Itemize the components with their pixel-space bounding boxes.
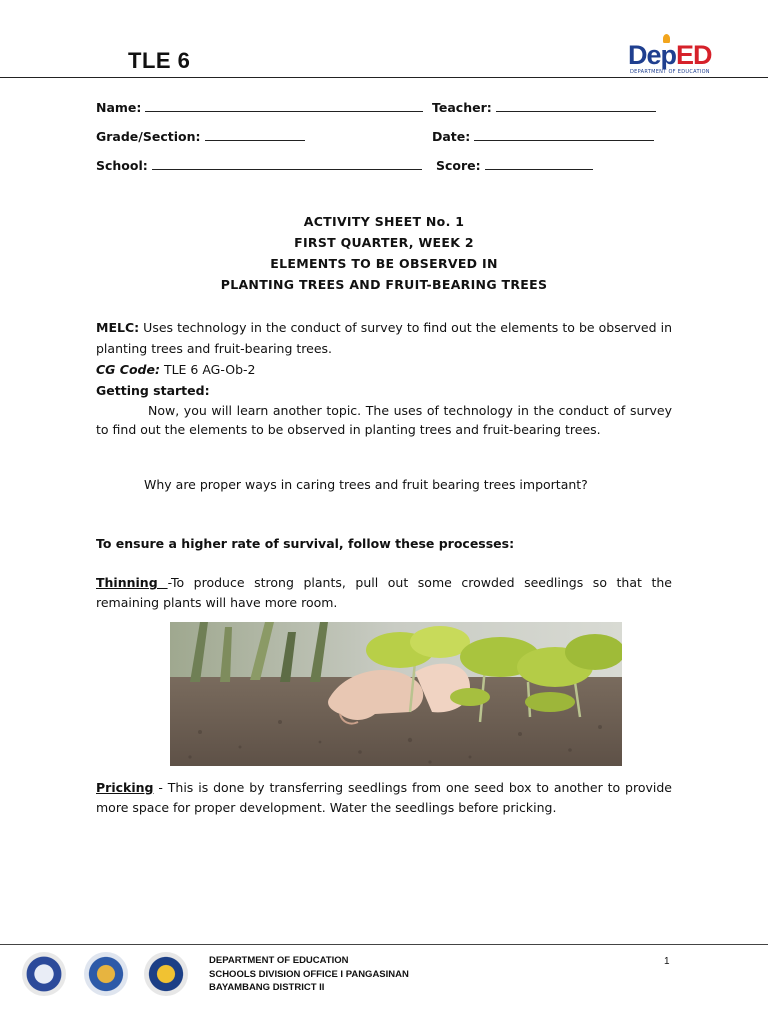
date-blank[interactable] (474, 128, 654, 141)
district-seal-icon (144, 952, 188, 996)
topic-title-line2: PLANTING TREES AND FRUIT-BEARING TREES (220, 277, 548, 292)
school-blank[interactable] (152, 157, 422, 170)
topic-title-line1: ELEMENTS TO BE OBSERVED IN (270, 256, 498, 271)
footer-district: BAYAMBANG DISTRICT II (209, 982, 325, 993)
document-title: TLE 6 (128, 48, 191, 73)
name-blank[interactable] (145, 99, 423, 112)
getting-started-heading: Getting started: (96, 383, 210, 398)
header-divider (0, 77, 768, 78)
deped-seal-icon (22, 952, 66, 996)
intro-paragraph: Now, you will learn another topic. The uses of technology in the conduct of survey to find out the elements to be observed in planting trees and fruit-bearing trees. (96, 403, 672, 437)
quarter-title: FIRST QUARTER, WEEK 2 (294, 235, 474, 250)
pricking-paragraph (96, 778, 672, 818)
thinning-photo (170, 622, 622, 766)
grade-label: Grade/Section: (96, 129, 201, 144)
footer-divider (0, 944, 768, 945)
score-label: Score: (436, 158, 481, 173)
teacher-field (432, 99, 656, 115)
date-field (432, 128, 654, 144)
name-field (96, 99, 423, 115)
cg-code-line (96, 360, 672, 380)
teacher-label: Teacher: (432, 100, 492, 115)
thinning-paragraph (96, 573, 672, 613)
thinning-label: Thinning (96, 575, 168, 590)
name-label: Name: (96, 100, 142, 115)
score-field (436, 157, 593, 173)
division-seal-icon (84, 952, 128, 996)
date-label: Date: (432, 129, 471, 144)
score-blank[interactable] (485, 157, 593, 170)
cg-code-value: TLE 6 AG-Ob-2 (159, 362, 256, 377)
teacher-blank[interactable] (496, 99, 656, 112)
footer-division: SCHOOLS DIVISION OFFICE I PANGASINAN (209, 969, 409, 980)
melc-paragraph (96, 317, 672, 359)
school-field (96, 157, 422, 173)
deped-logo (628, 40, 723, 76)
deped-logo-wordmark: DepED (628, 40, 712, 70)
grade-blank[interactable] (205, 128, 305, 141)
melc-text: Uses technology in the conduct of survey to find out the elements to be observed in planting trees and fruit-bearing trees. (96, 320, 672, 356)
deped-logo-subtitle: DEPARTMENT OF EDUCATION (630, 69, 710, 75)
cg-code-label: CG Code: (96, 362, 160, 377)
grade-field (96, 128, 305, 144)
footer-department: DEPARTMENT OF EDUCATION (209, 955, 349, 966)
ensure-heading: To ensure a higher rate of survival, follow these processes: (96, 536, 515, 551)
pricking-label: Pricking (96, 780, 154, 795)
school-label: School: (96, 158, 148, 173)
melc-label: MELC: (96, 320, 140, 335)
activity-title: ACTIVITY SHEET No. 1 (303, 214, 465, 229)
pricking-text: - This is done by transferring seedlings from one seed box to another to provide more space for proper development. Water the seedlings before pricking. (96, 780, 672, 815)
thinning-text: -To produce strong plants, pull out some crowded seedlings so that the remaining plants will have more room. (96, 575, 672, 610)
question-paragraph: Why are proper ways in caring trees and fruit bearing trees important? (144, 477, 588, 492)
page-number: 1 (664, 956, 670, 967)
